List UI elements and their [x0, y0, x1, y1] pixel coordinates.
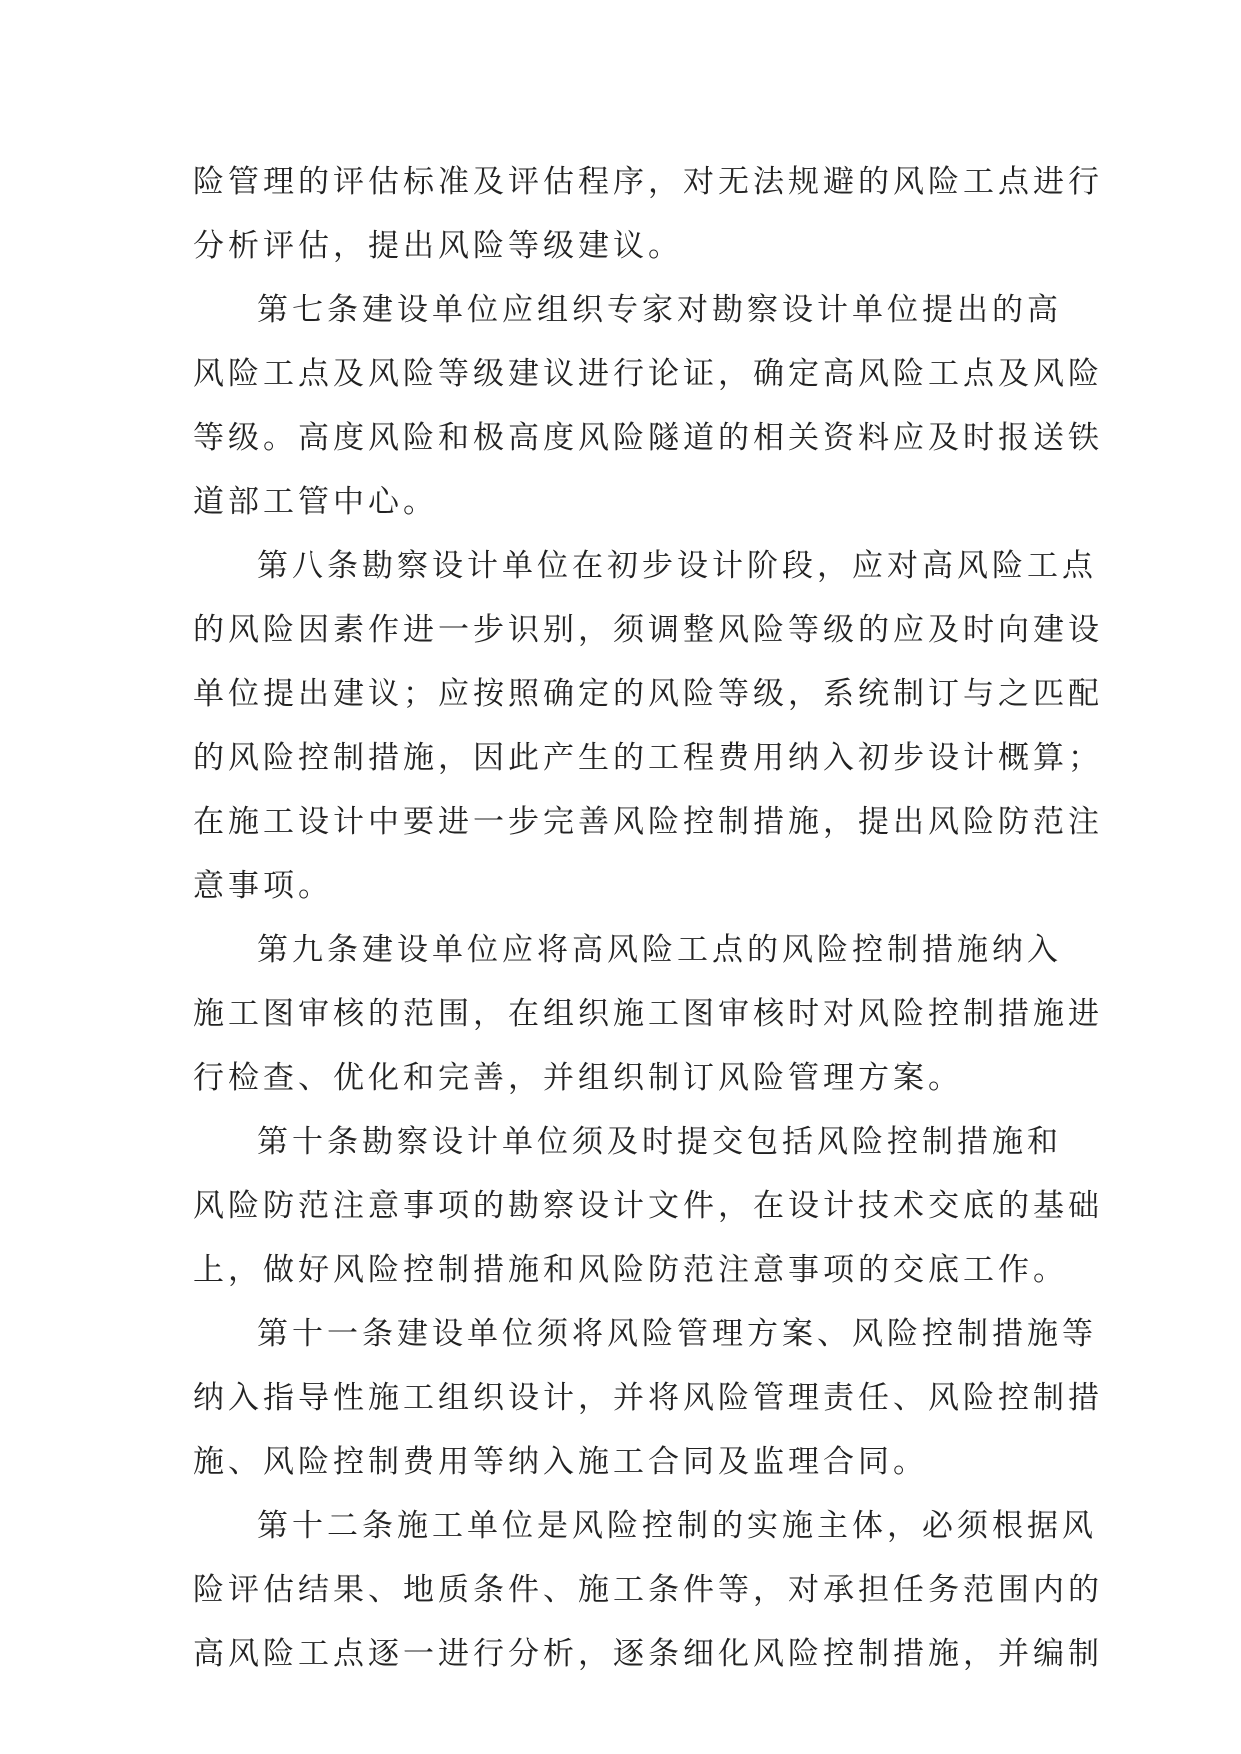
document-body [193, 150, 1103, 1686]
text-line: 高风险工点逐一进行分析，逐条细化风险控制措施，并编制 [193, 1636, 1103, 1672]
text-line: 第七条建设单位应组织专家对勘察设计单位提出的高 [257, 292, 1062, 328]
text-line: 纳入指导性施工组织设计，并将风险管理责任、风险控制措 [193, 1380, 1103, 1416]
text-line: 风险防范注意事项的勘察设计文件，在设计技术交底的基础 [193, 1188, 1103, 1224]
text-line: 施工图审核的范围，在组织施工图审核时对风险控制措施进 [193, 996, 1103, 1032]
text-line: 的风险因素作进一步识别，须调整风险等级的应及时向建设 [193, 612, 1103, 648]
text-line: 第十条勘察设计单位须及时提交包括风险控制措施和 [257, 1124, 1062, 1160]
text-line: 第十一条建设单位须将风险管理方案、风险控制措施等 [257, 1316, 1097, 1352]
paragraph-article-8 [193, 534, 1103, 918]
text-line: 分析评估，提出风险等级建议。 [193, 228, 683, 264]
text-line: 第九条建设单位应将高风险工点的风险控制措施纳入 [257, 932, 1062, 968]
text-line: 第十二条施工单位是风险控制的实施主体，必须根据风 [257, 1508, 1097, 1544]
text-line: 行检查、优化和完善，并组织制订风险管理方案。 [193, 1060, 963, 1096]
paragraph-article-12 [193, 1494, 1103, 1686]
text-line: 险评估结果、地质条件、施工条件等，对承担任务范围内的 [193, 1572, 1103, 1608]
paragraph-article-7 [193, 278, 1103, 534]
paragraph-article-9 [193, 918, 1103, 1110]
text-line: 在施工设计中要进一步完善风险控制措施，提出风险防范注 [193, 804, 1103, 840]
text-line: 风险工点及风险等级建议进行论证，确定高风险工点及风险 [193, 356, 1103, 392]
text-line: 道部工管中心。 [193, 484, 438, 520]
paragraph-article-10 [193, 1110, 1103, 1302]
text-line: 上，做好风险控制措施和风险防范注意事项的交底工作。 [193, 1252, 1068, 1288]
text-line: 险管理的评估标准及评估程序，对无法规避的风险工点进行 [193, 164, 1103, 200]
text-line: 的风险控制措施，因此产生的工程费用纳入初步设计概算； [193, 740, 1103, 776]
paragraph-article-11 [193, 1302, 1103, 1494]
text-line: 等级。高度风险和极高度风险隧道的相关资料应及时报送铁 [193, 420, 1103, 456]
paragraph-continuation [193, 150, 1103, 278]
text-line: 施、风险控制费用等纳入施工合同及监理合同。 [193, 1444, 928, 1480]
text-line: 意事项。 [193, 868, 333, 904]
text-line: 第八条勘察设计单位在初步设计阶段，应对高风险工点 [257, 548, 1097, 584]
text-line: 单位提出建议；应按照确定的风险等级，系统制订与之匹配 [193, 676, 1103, 712]
